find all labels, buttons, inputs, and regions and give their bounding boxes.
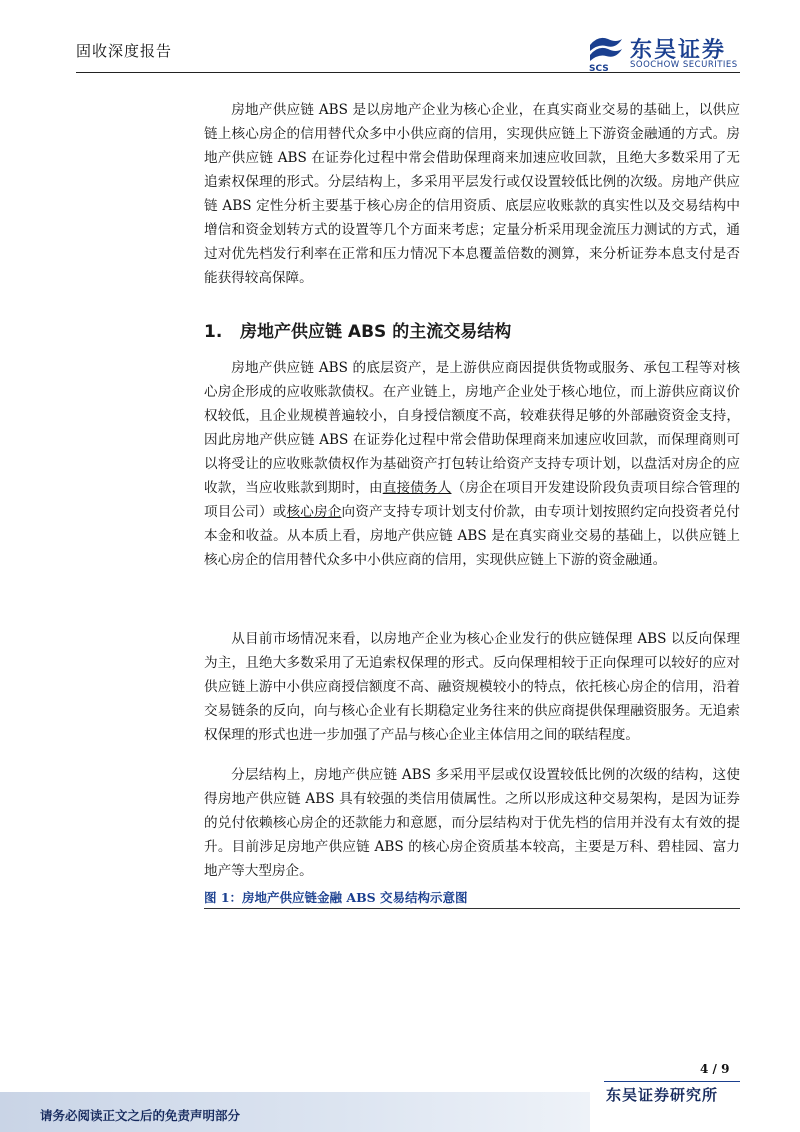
logo-chinese-name: 东吴证券 — [630, 38, 727, 63]
para1-part-a: 房地产供应链 ABS 的底层资产，是上游供应商因提供货物或服务、承包工程等对核心房企形成的应收账款债权。在产业链上，房地产企业处于核心地位，而上游供应商议价权较低，且企业规模普遍较小，自身授信额度不高，较难获得足够的外部融资资金支持，因此房地产供应链 ABS 在证券化过程中常会借助保理商来加速应收回款，而保理商则可以将受让的应收账款债权作为基础资产打包转让给资产支持专项计划，以盘活对房企的应收款，当应收账款到期时，由 — [204, 360, 740, 496]
logo-mark-text: SCS — [589, 64, 609, 73]
footer-institute: 东吴证券研究所 — [606, 1086, 719, 1104]
section-heading — [204, 317, 511, 342]
para1-part-b: （房企在项目开发建设阶段负责项目综合管理的项目公司）或 — [204, 480, 741, 520]
page-number: 4 / 9 — [700, 1062, 730, 1076]
section-number: 1. — [204, 322, 223, 342]
figure-divider — [204, 908, 740, 909]
body-paragraph-2: 从目前市场情况来看，以房地产企业为核心企业发行的供应链保理 ABS 以反向保理为主，且绝大多数采用了无追索权保理的形式。反向保理相较于正向保理可以较好的应对供应链上游中小供应商授信额度不高、融资规模较小的特点，依托核心房企的信用，沿着交易链条的反向，向与核心企业有长期稳定业务往来的供应商提供保理融资服务。无追索权保理的形式也进一步加强了产品与核心企业主体信用之间的联结程度。 — [204, 631, 740, 743]
report-type-title: 固收深度报告 — [76, 42, 173, 60]
section-title: 房地产供应链 ABS 的主流交易结构 — [240, 322, 512, 342]
term-direct-debtor: 直接债务人 — [382, 480, 452, 496]
para1-part-c: 向资产支持专项计划支付价款，由专项计划按照约定向投资者兑付本金和收益。从本质上看，房地产供应链 ABS 是在真实商业交易的基础上，以供应链上核心房企的信用替代众多中小供应商的信用，实现供应链上下游的资金融通。 — [204, 504, 741, 568]
intro-paragraph: 房地产供应链 ABS 是以房地产企业为核心企业，在真实商业交易的基础上，以供应链上核心房企的信用替代众多中小供应商的信用，实现供应链上下游资金融通的方式。房地产供应链 ABS 在证券化过程中常会借助保理商来加速应收回款，且绝大多数采用了无追索权保理的形式。分层结构上，多采用平层发行或仅设置较低比例的次级。房地产供应链 ABS 定性分析主要基于核心房企的信用资质、底层应收账款的真实性以及交易结构中增信和资金划转方式的设置等几个方面来考虑；定量分析采用现金流压力测试的方式，通过对优先档发行利率在正常和压力情况下本息覆盖倍数的测算，来分析证券本息支付是否能获得较高保障。 — [204, 102, 740, 286]
header-divider — [76, 72, 740, 73]
figure-caption: 图 1：房地产供应链金融 ABS 交易结构示意图 — [204, 890, 468, 905]
body-paragraph-3: 分层结构上，房地产供应链 ABS 多采用平层或仅设置较低比例的次级的结构，这使得房地产供应链 ABS 具有较强的类信用债属性。之所以形成这种交易架构，是因为证券的兑付依赖核心房企的还款能力和意愿，而分层结构对于优先档的信用并没有太有效的提升。目前涉足房地产供应链 ABS 的核心房企资质基本较高，主要是万科、碧桂园、富力地产等大型房企。 — [204, 767, 740, 879]
footer-disclaimer: 请务必阅读正文之后的免责声明部分 — [40, 1108, 241, 1123]
term-core-developer: 核心房企 — [286, 504, 342, 520]
footer-divider — [604, 1081, 740, 1082]
soochow-logo-icon — [586, 33, 626, 73]
logo-english-name: SOOCHOW SECURITIES — [630, 60, 738, 70]
soochow-logo — [586, 33, 746, 75]
body-paragraph-1 — [204, 356, 740, 572]
